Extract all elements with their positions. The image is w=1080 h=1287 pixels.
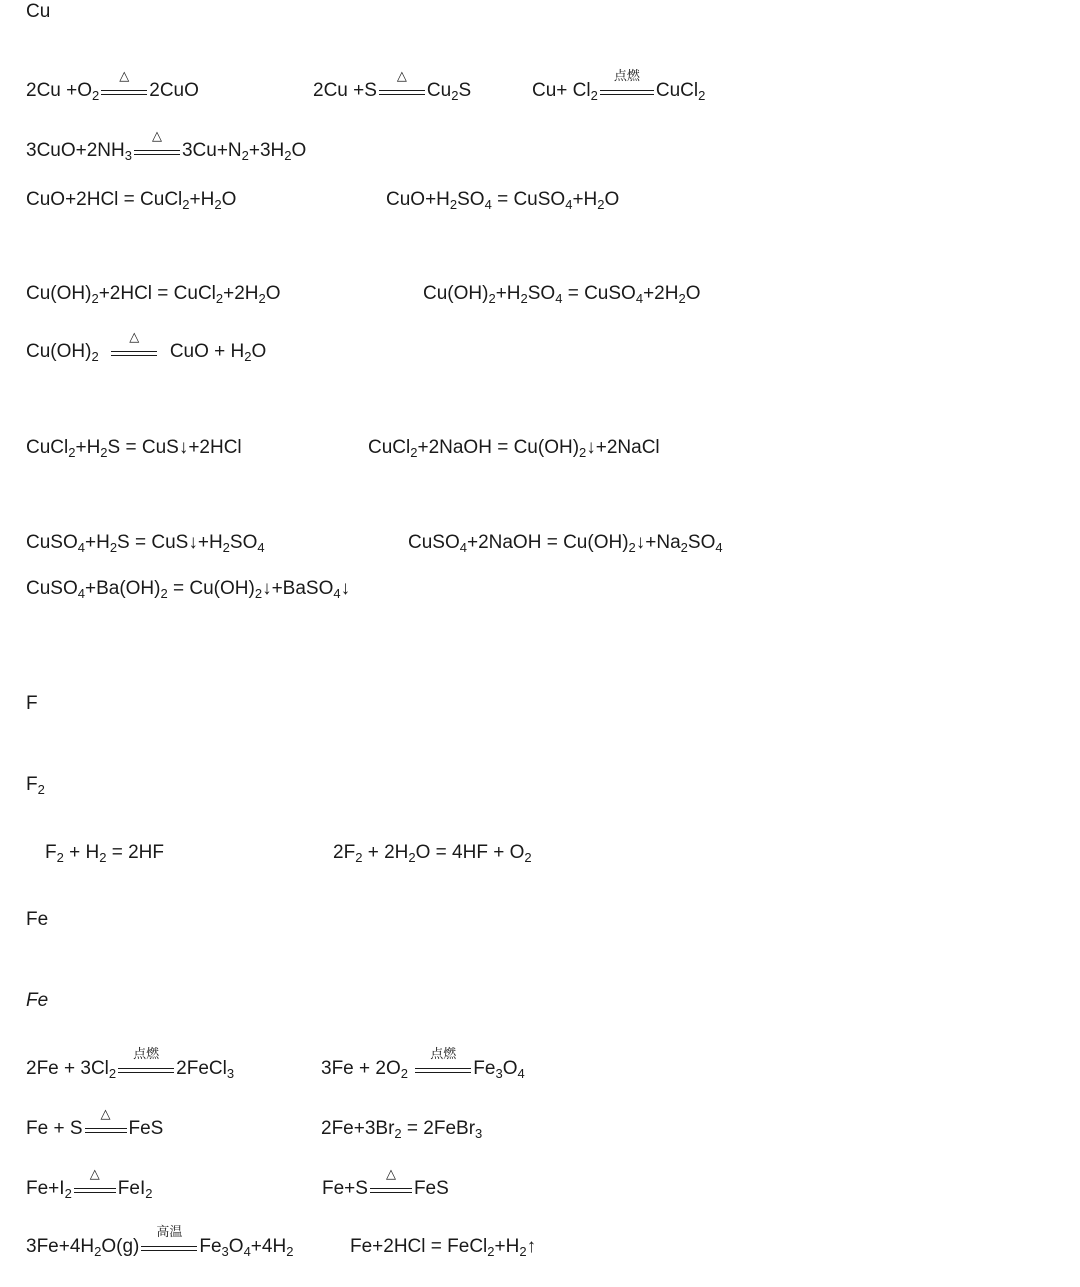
equation-cu-sulfur: 2Cu +S △ $Cu_2S$ (313, 68, 472, 103)
heading-cu: Cu (26, 1, 51, 22)
equation-cuoh2-decompose: $Cu(OH)_2$ △ CuO + $H_2O$ (26, 329, 267, 364)
heading-fe-italic: Fe (26, 990, 49, 1011)
equation-fe-steam: $3Fe+4H_2O(g)$ 高温 $Fe_3O_4+4H_2$ (26, 1224, 294, 1259)
heat-condition: △ (379, 80, 425, 102)
equation-cuo-h2so4: $CuO+H_2SO_4$ = $CuSO_4+H_2O$ (386, 189, 620, 212)
equation-fe-sulfur: Fe + S △ FeS (26, 1106, 164, 1139)
equation-fe-chlorine: $2Fe + 3Cl_2$ 点燃 2FeCl$_3$ (26, 1046, 235, 1081)
ignite-condition: 点燃 (600, 80, 654, 102)
equation-fe-oxygen: $3Fe + 2O_2$ 点燃 $Fe_3O_4$ (321, 1046, 525, 1081)
equation-cuo-hcl: $CuO+2HCl = CuCl_2+H_2O$ (26, 189, 237, 212)
heading-fe: Fe (26, 909, 49, 930)
heat-condition: △ (85, 1118, 127, 1140)
equation-cu-oxygen: $2Cu +O_2$ △ 2CuO (26, 68, 199, 103)
equation-f2-h2: $F_2 + H_2 = 2HF$ (45, 842, 165, 865)
equation-fe-iodine: $Fe+I_2$ △ FeI$_2$ (26, 1166, 153, 1201)
heat-condition: △ (101, 80, 147, 102)
heat-condition: △ (74, 1178, 116, 1200)
equation-fe-sulfur-2: Fe+S △ FeS (322, 1166, 449, 1199)
equation-cucl2-h2s: $CuCl_2+H_2S$ = CuS↓+2HCl (26, 437, 242, 460)
equation-cucl2-naoh: CuCl$_2$+2NaOH = $Cu(OH)_2↓+2NaCl$ (368, 437, 660, 460)
equation-cuso4-naoh: CuSO$_4$+2NaOH = $Cu(OH)_2↓+Na_2SO_4$ (408, 532, 723, 555)
equation-cuoh2-hcl: $Cu(OH)_2+2HCl$ = $CuCl_2+2H_2O$ (26, 283, 281, 306)
heading-f2: $F_2$ (26, 774, 45, 797)
equation-fe-bromine: $2Fe+3Br_2$ = 2FeBr$_3$ (321, 1118, 483, 1141)
ignite-condition: 点燃 (415, 1058, 471, 1080)
equation-fe-hcl: $Fe+2HCl = FeCl_2+H_2↑$ (350, 1236, 537, 1259)
equation-f2-water: $2F_2 + 2H_2O = 4HF + O_2$ (333, 842, 532, 865)
heat-condition: △ (111, 341, 157, 363)
ignite-condition: 点燃 (118, 1058, 174, 1080)
equation-cuso4-h2s: $CuSO_4+H_2S$ = $CuS↓+H_2SO_4$ (26, 532, 265, 555)
equation-cu-chlorine: $Cu+ Cl_2$ 点燃 CuCl$_2$ (532, 68, 706, 103)
heading-f: F (26, 693, 38, 714)
equation-cuso4-baoh2: $CuSO_4+Ba(OH)_2$ = $Cu(OH)_2↓+BaSO_4↓$ (26, 578, 351, 601)
heat-condition: △ (370, 1178, 412, 1200)
equation-cuo-ammonia: $3CuO+2NH_3$ △ $3Cu+N_2+3H_2O$ (26, 128, 307, 163)
equation-cuoh2-h2so4: $Cu(OH)_2+H_2SO_4$ = $CuSO_4+2H_2O$ (423, 283, 701, 306)
high-temp-condition: 高温 (141, 1236, 197, 1258)
heat-condition: △ (134, 140, 180, 162)
